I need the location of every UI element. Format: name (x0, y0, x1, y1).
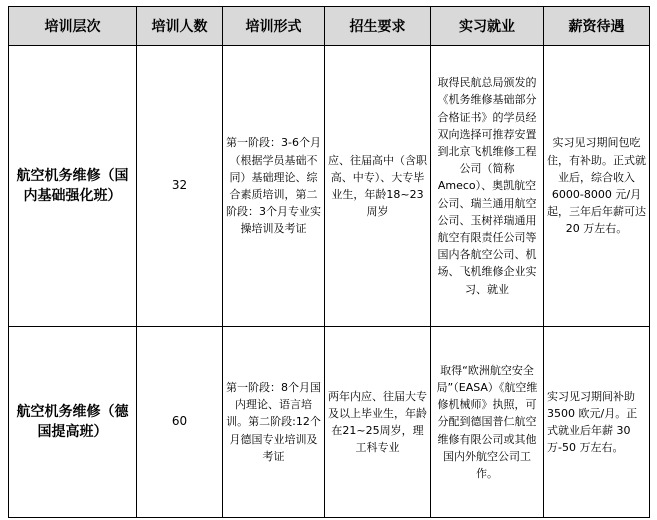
table-row (9, 46, 650, 327)
header-count: 培训人数 (137, 7, 223, 46)
cell-internship: 取得“欧洲航空安全局”（EASA）《航空维修机械师》执照，可分配到德国普仁航空维修有限公司或其他国内外航空公司工作。 (431, 327, 544, 518)
cell-count: 60 (137, 327, 223, 518)
cell-level: 航空机务维修（国内基础强化班） (9, 46, 137, 327)
header-salary: 薪资待遇 (544, 7, 650, 46)
cell-salary: 实习见习期间补助 3500 欧元/月。正式就业后年薪 30 万-50 万左右。 (544, 327, 650, 518)
cell-requirements: 两年内应、往届大专及以上毕业生，年龄在21~25周岁，理工科专业 (325, 327, 431, 518)
header-level: 培训层次 (9, 7, 137, 46)
header-requirements: 招生要求 (325, 7, 431, 46)
header-row (9, 7, 650, 46)
cell-salary: 实习见习期间包吃住，有补助。正式就业后，综合收入 6000-8000 元/月起，三年后年薪可达 20 万左右。 (544, 46, 650, 327)
cell-requirements: 应、往届高中（含职高、中专）、大专毕业生，年龄18~23周岁 (325, 46, 431, 327)
cell-internship: 取得民航总局颁发的《机务维修基础部分合格证书》的学员经双向选择可推荐安置到北京飞机维修工程公司（简称Ameco）、奥凯航空公司、瑞兰通用航空公司、玉树祥瑞通用航空有限责任公司等国内各航空公司、机场、飞机维修企业实习、就业 (431, 46, 544, 327)
header-internship: 实习就业 (431, 7, 544, 46)
cell-count: 32 (137, 46, 223, 327)
header-format: 培训形式 (223, 7, 325, 46)
table-row (9, 327, 650, 518)
training-table (8, 6, 650, 518)
cell-level: 航空机务维修（德国提高班） (9, 327, 137, 518)
cell-format: 第一阶段：3-6个月（根据学员基础不同）基础理论、综合素质培训，第二阶段：3个月专业实操培训及考证 (223, 46, 325, 327)
cell-format: 第一阶段：8个月国内理论、语言培训。第二阶段:12个月德国专业培训及考证 (223, 327, 325, 518)
